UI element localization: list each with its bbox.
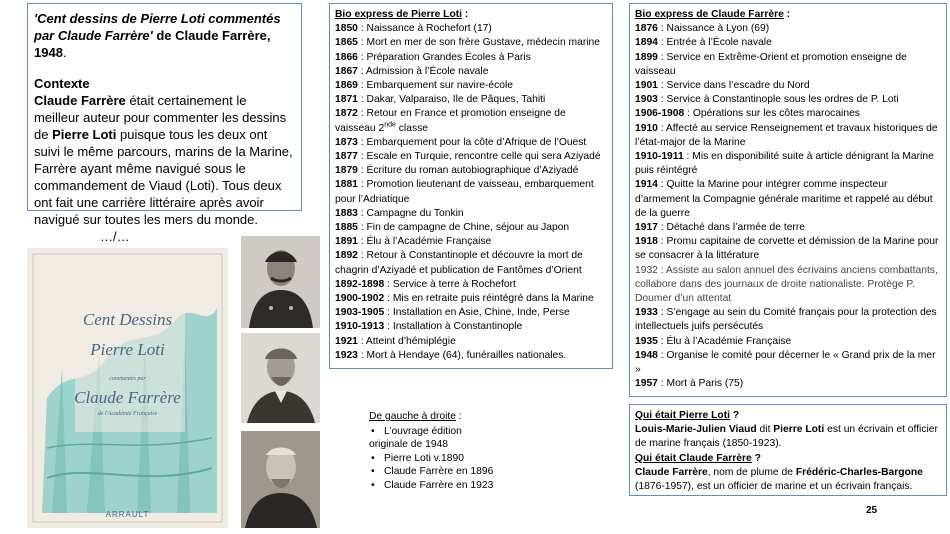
bio-farrere-heading-colon: : (783, 9, 791, 20)
context-heading: Contexte (34, 76, 90, 91)
cover-publisher: ARRAULT (105, 510, 150, 519)
bio-loti-year: 1873 (335, 136, 358, 148)
cover-author: Claude Farrère (74, 388, 181, 407)
bio-loti-entry (335, 65, 607, 79)
bio-loti-event: : Écriture du roman autobiographique d’Aziyadé (357, 165, 579, 177)
bio-farrere-entry (635, 349, 941, 377)
portrait-photo-farrere-1923 (241, 431, 320, 528)
bio-loti-year: 1869 (335, 80, 358, 92)
bio-farrere-event: : Promu capitaine de corvette et démission de la Marine pour se consacrer à la littérature (635, 236, 939, 262)
bio-loti-event-cont: classe (395, 122, 428, 134)
bio-loti-year: 1877 (335, 151, 358, 163)
portrait-photo-loti (241, 236, 320, 328)
bio-farrere-entry (635, 51, 941, 79)
bio-farrere-event: : Service à Constantinople sous les ordres de P. Loti (657, 94, 899, 106)
bio-loti-year: 1883 (335, 207, 358, 219)
bio-loti-entry (335, 150, 607, 164)
cover-title-1: Cent Dessins (82, 310, 173, 329)
bio-farrere-entry (635, 377, 941, 391)
bio-farrere-event: : Organise le comité pour décerner le « Grand prix de la mer » (635, 349, 936, 376)
bio-loti-event: : Installation en Asie, Chine, Inde, Perse (384, 307, 570, 319)
cover-subtitle: commentés par (109, 376, 146, 382)
bio-loti-year: 1850 (335, 23, 358, 35)
who-a2-mid: , nom de plume de (707, 466, 796, 478)
bio-loti-event: : Escale en Turquie, rencontre celle qui sera Aziyadé (357, 151, 601, 163)
bio-farrere-event: : Naissance à Lyon (69) (657, 23, 770, 35)
bio-farrere-year: 1894 (635, 37, 658, 49)
bio-loti-entry (335, 335, 607, 349)
bio-farrere-event: : Entrée à l’École navale (657, 37, 772, 49)
bio-loti-year: 1867 (335, 65, 358, 77)
bio-loti-entry (335, 292, 607, 306)
document-title (34, 10, 295, 61)
bio-loti-year: 1921 (335, 335, 358, 347)
bio-loti-year: 1900-1902 (335, 293, 385, 305)
caption-heading-colon: : (456, 411, 462, 422)
bio-loti-heading-text: Bio express de Pierre Loti (335, 9, 463, 20)
page-number: 25 (866, 505, 878, 516)
bio-farrere-event: : Affecté au service Renseignement et travaux historiques de l’état-major de la Marine (635, 122, 938, 148)
bio-farrere-entry (635, 22, 941, 36)
who-a1-mid: dit (756, 424, 774, 436)
bio-loti-entry (335, 93, 607, 107)
bio-loti-event: : Admission à l’École navale (357, 65, 489, 77)
bio-farrere-year: 1948 (635, 349, 658, 361)
title-author: de Claude Farrère, 1948 (34, 28, 271, 60)
context-text-2: puisque tous les deux ont suivi le même parcours, marins de la Marine, Farrère ayant même navigué sous le commandement de Viaud (Loti). Tous deux ont fait une carrière littéraire après avoir navigué sur toutes les mers du monde. (34, 127, 293, 227)
bio-farrere-entry (635, 93, 941, 107)
bio-farrere-event: : Service en Extrême-Orient et promotion enseigne de vaisseau (635, 51, 907, 77)
caption-item: • L’ouvrage édition (369, 425, 509, 439)
who-a2 (635, 466, 941, 494)
bio-loti-event: : Embarquement pour la côte d’Afrique de l’Ouest (357, 136, 587, 148)
who-q1-text: Qui était Pierre Loti (635, 410, 730, 421)
bio-farrere-event: : Détaché dans l’armée de terre (657, 222, 806, 234)
bio-loti-heading-colon: : (462, 9, 469, 20)
bio-farrere-year: 1917 (635, 222, 658, 234)
who-a1-pen: Pierre Loti (773, 424, 825, 436)
bio-loti-event: : Promotion lieutenant de vaisseau, embarquement pour l’Adriatique (335, 179, 594, 205)
context-text-1: était certainement le meilleur auteur pour commenter les dessins de (34, 93, 287, 142)
portrait-loti-art (241, 236, 320, 328)
bio-loti-event: : Préparation Grandes Écoles à Paris (357, 51, 531, 63)
bio-farrere-box (629, 3, 947, 397)
bio-farrere-year: 1910-1911 (635, 151, 684, 163)
bio-farrere-year: 1901 (635, 80, 658, 92)
bio-loti-year: 1866 (335, 51, 358, 63)
who-q2 (635, 452, 941, 466)
bio-loti-event: : Atteint d’hémiplégie (357, 335, 456, 347)
title-end: . (62, 45, 67, 60)
caption-heading-text: De gauche à droite (369, 411, 457, 422)
title-italic: 'Cent dessins de Pierre Loti commentés par Claude Farrère' (34, 11, 281, 43)
bio-loti-year: 1865 (335, 37, 358, 49)
bio-farrere-entry (635, 79, 941, 93)
who-q2-text: Qui était Claude Farrère (635, 452, 752, 464)
bio-loti-event: : Naissance à Rochefort (17) (357, 23, 492, 35)
bio-loti-box (329, 3, 613, 369)
bio-farrere-year: 1914 (635, 179, 658, 191)
bio-loti-year: 1892 (335, 250, 358, 262)
cover-title-2: Pierre Loti (90, 340, 165, 359)
bio-farrere-event: : Mort à Paris (75) (657, 378, 744, 390)
context-paragraph (34, 92, 295, 245)
bio-farrere-year: 1906-1908 (635, 108, 685, 120)
bio-farrere-event: : Élu à l’Académie Française (657, 335, 792, 347)
who-a1 (635, 423, 941, 451)
who-a2-name: Claude Farrère (635, 466, 708, 478)
bio-farrere-entry (635, 235, 941, 263)
bio-loti-entry (335, 136, 607, 150)
bio-loti-list (335, 22, 607, 363)
bio-loti-heading (335, 8, 607, 22)
bio-loti-entry (335, 207, 607, 221)
bio-loti-event: : Campagne du Tonkin (357, 207, 464, 219)
bio-farrere-entry (635, 178, 941, 221)
context-name-farrere: Claude Farrère (34, 93, 126, 108)
bio-farrere-year: 1876 (635, 23, 658, 35)
who-a1-rest: est un écrivain et officier de marine français (1850-1923). (635, 424, 938, 450)
bio-farrere-year: 1957 (635, 378, 658, 390)
bio-farrere-entry (635, 306, 941, 334)
who-a2-rest: (1876-1957), est un officier de marine et un écrivain français. (635, 481, 913, 493)
bio-farrere-entry (635, 264, 941, 307)
caption-heading (369, 410, 509, 424)
bio-farrere-year: 1899 (635, 51, 658, 63)
bio-loti-year: 1891 (335, 236, 358, 248)
photo-caption (369, 410, 509, 492)
bio-farrere-year: 1933 (635, 307, 658, 319)
bio-loti-entry (335, 22, 607, 36)
intro-box (27, 3, 302, 244)
bio-loti-entry (335, 107, 607, 135)
bio-farrere-entry (635, 150, 941, 178)
bio-farrere-year: 1932 (635, 264, 658, 276)
bio-loti-event: : Retour en France et promotion enseigne de vaisseau 2 (335, 108, 566, 134)
caption-item: • Claude Farrère en 1896 (369, 465, 509, 479)
bio-farrere-entry (635, 36, 941, 50)
bio-farrere-entry (635, 335, 941, 349)
bio-farrere-event: : Mis en disponibilité suite à article dénigrant la Marine puis réintégré (635, 151, 934, 177)
bio-farrere-event: : Service dans l’escadre du Nord (657, 80, 810, 92)
bio-loti-entry (335, 79, 607, 93)
who-a2-real: Frédéric-Charles-Bargone (795, 466, 923, 478)
bio-farrere-event: : Opérations sur les côtes marocaines (684, 108, 860, 120)
bio-farrere-heading-text: Bio express de Claude Farrère (635, 9, 784, 20)
bio-farrere-event: : Quitte la Marine pour intégrer comme inspecteur d’armement la Compagnie générale maritime et rappelé au début de la guerre (635, 179, 933, 219)
cover-academy: de l'Académie Française (97, 411, 158, 417)
who-q1 (635, 409, 941, 423)
bio-farrere-heading (635, 8, 941, 22)
bio-loti-entry (335, 36, 607, 50)
caption-item-cont: originale de 1948 (369, 439, 449, 450)
bio-loti-year: 1879 (335, 165, 358, 177)
bio-farrere-year: 1903 (635, 94, 658, 106)
bio-loti-event: : Retour à Constantinople et découvre la mort de chagrin d’Aziyadé et publication de Fantômes d’Orient (335, 250, 583, 276)
caption-item: • Pierre Loti v.1890 (369, 452, 509, 466)
bio-farrere-event: : Assiste au salon annuel des écrivains anciens combattants, collabore dans des journaux de droite nationaliste. Protège P. Doumer d’un attentat (635, 264, 938, 305)
bio-loti-year: 1923 (335, 349, 358, 361)
bio-farrere-year: 1918 (635, 236, 658, 248)
book-cover-image (27, 248, 228, 528)
who-a1-name: Louis-Marie-Julien Viaud (635, 424, 757, 436)
bio-loti-event: : Embarquement sur navire-école (357, 80, 514, 92)
bio-loti-entry (335, 221, 607, 235)
bio-loti-entry (335, 249, 607, 277)
bio-loti-entry (335, 51, 607, 65)
bio-loti-event: : Mort à Hendaye (64), funérailles nationales. (357, 349, 567, 361)
bio-farrere-event: : S’engage au sein du Comité français pour la protection des intellectuels juifs persécutés (635, 307, 937, 333)
bio-loti-year: 1871 (335, 94, 358, 106)
bio-loti-year: 1910-1913 (335, 321, 385, 333)
portrait-photo-farrere-1896 (241, 333, 320, 423)
bio-loti-event: : Mis en retraite puis réintégré dans la Marine (384, 293, 594, 305)
bio-loti-entry (335, 306, 607, 320)
portrait-farrere-1896-art (241, 333, 320, 423)
portrait-farrere-1923-art (241, 431, 320, 528)
bio-farrere-list (635, 22, 941, 391)
who-q1-end: ? (729, 410, 740, 421)
caption-list (369, 425, 509, 493)
context-name-loti: Pierre Loti (52, 127, 117, 142)
who-box (629, 404, 947, 496)
bio-loti-year: 1885 (335, 222, 358, 234)
who-q2-end: ? (751, 452, 761, 464)
bio-farrere-entry (635, 122, 941, 150)
bio-loti-event: : Fin de campagne de Chine, séjour au Japon (357, 222, 570, 234)
bio-farrere-entry (635, 221, 941, 235)
bio-loti-event: : Service à terre à Rochefort (384, 278, 516, 290)
bio-loti-entry (335, 349, 607, 363)
continued-marker: …/… (100, 229, 130, 244)
bio-loti-sup: nde (384, 121, 396, 129)
bio-loti-year: 1872 (335, 108, 358, 120)
bio-loti-entry (335, 320, 607, 334)
bio-loti-event: : Installation à Constantinople (384, 321, 523, 333)
bio-loti-event: : Élu à l’Académie Française (357, 236, 492, 248)
bio-loti-entry (335, 178, 607, 206)
bio-loti-year: 1892-1898 (335, 278, 385, 290)
bio-loti-year: 1903-1905 (335, 307, 385, 319)
bio-farrere-entry (635, 107, 941, 121)
bio-loti-entry (335, 278, 607, 292)
bio-farrere-year: 1935 (635, 335, 658, 347)
bio-loti-entry (335, 235, 607, 249)
bio-loti-event: : Dakar, Valparaiso, Ile de Pâques, Tahiti (357, 94, 546, 106)
caption-item: • Claude Farrère en 1923 (369, 479, 509, 493)
bio-farrere-year: 1910 (635, 122, 658, 134)
bio-loti-entry (335, 164, 607, 178)
bio-loti-event: : Mort en mer de son frère Gustave, médecin marine (357, 37, 600, 49)
bio-loti-year: 1881 (335, 179, 358, 191)
